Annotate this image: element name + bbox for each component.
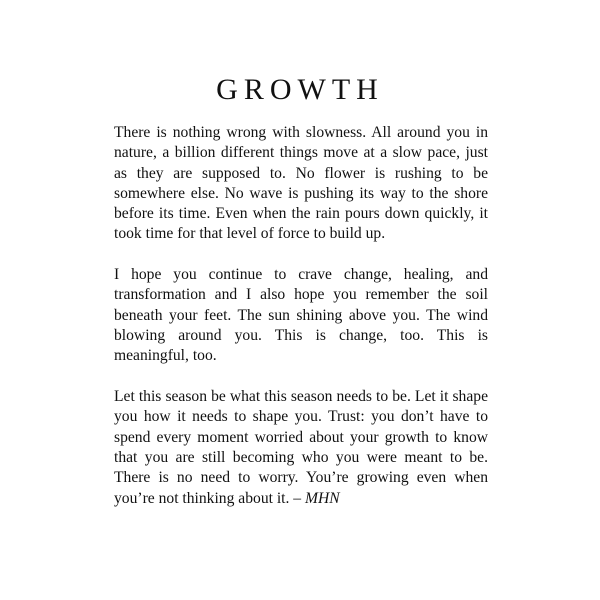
page-title: GROWTH (216, 73, 384, 106)
author-attribution: MHN (305, 489, 340, 507)
paragraph-3 (114, 387, 488, 509)
body-text (114, 123, 488, 509)
paragraph-1: There is nothing wrong with slowness. All around you in nature, a billion different things move at a slow pace, just as they are supposed to. No flower is rushing to be somewhere else. No wave is pushing its way to the shore before its time. Even when the rain pours down quickly, it took time for that level of force to build up. (114, 124, 488, 243)
paragraph-3-text: Let this season be what this season needs to be. Let it shape you how it needs to shape you. Trust: you don’t have to spend every moment worried about your growth to know that you are still becoming who you were meant to be. There is no need to worry. You’re growing even when you’re not thinking about it. – (114, 388, 488, 507)
paragraph-2: I hope you continue to crave change, healing, and transformation and I also hope you remember the soil beneath your feet. The sun shining above you. The wind blowing around you. This is change, too. This is meaningful, too. (114, 266, 488, 365)
